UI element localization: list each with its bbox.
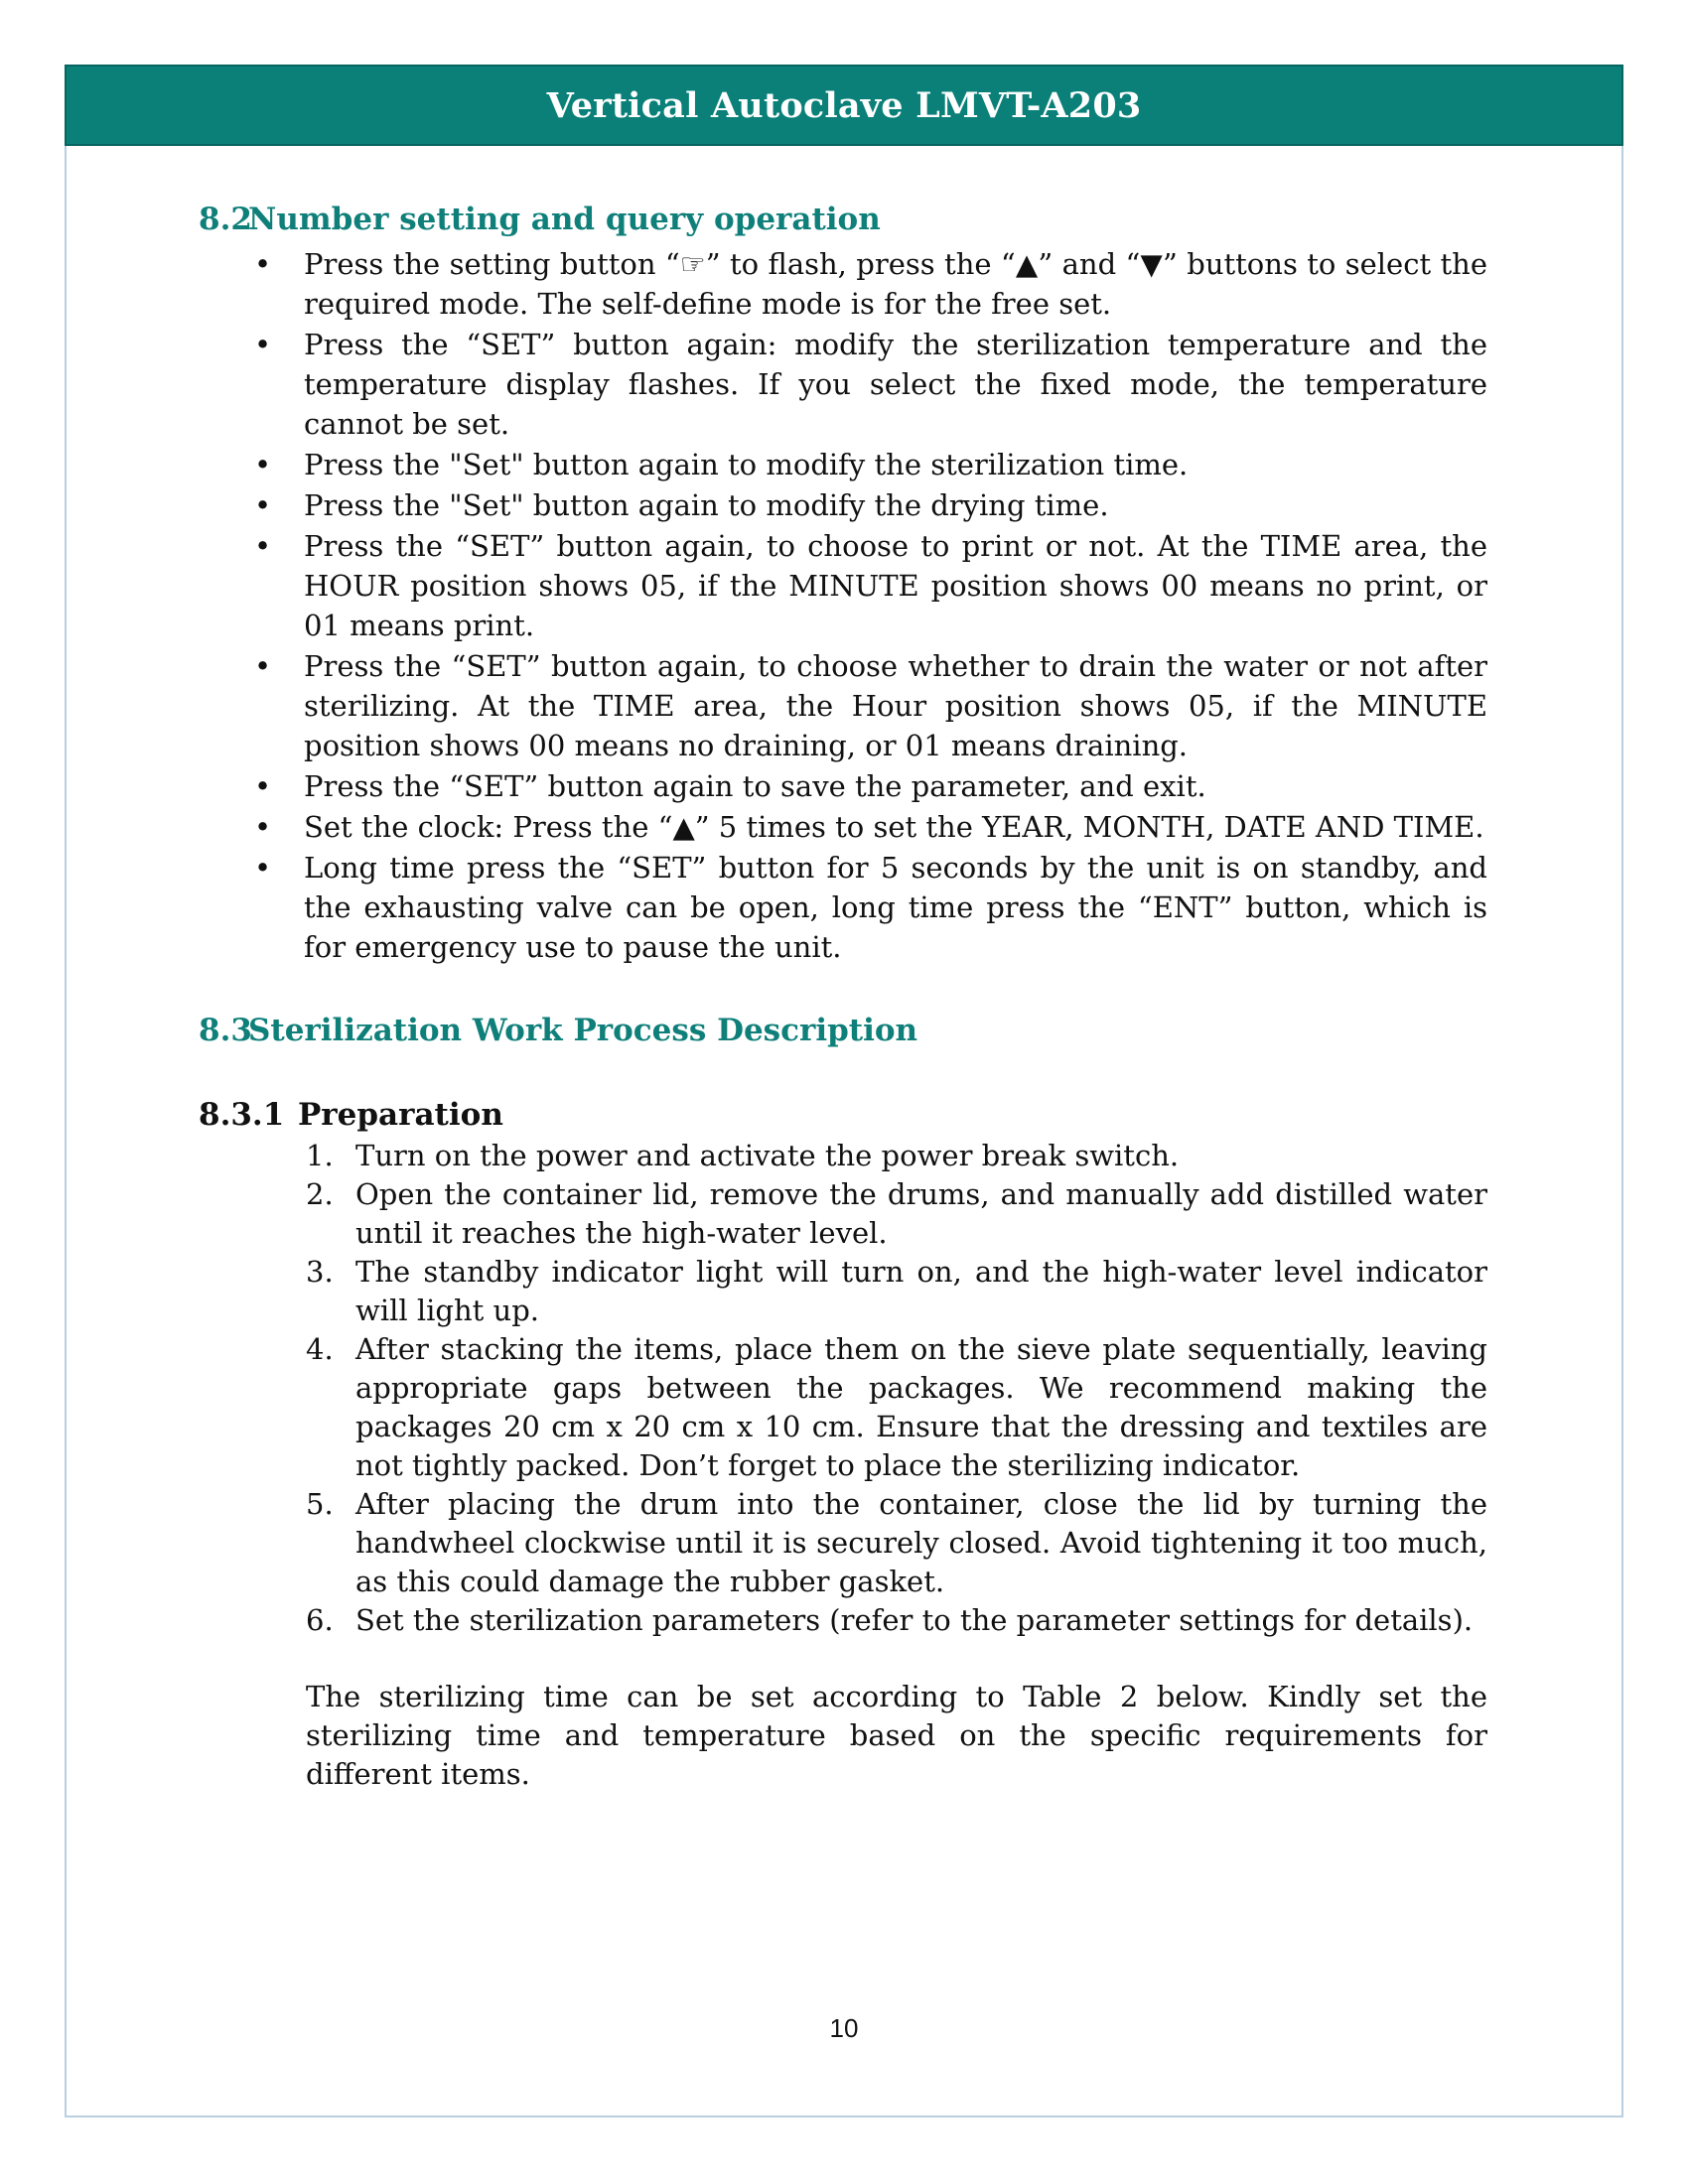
bullet-icon: • xyxy=(254,488,272,522)
list-item xyxy=(199,485,1487,525)
page-content xyxy=(199,195,1487,1794)
spacer xyxy=(199,1055,1487,1093)
list-item xyxy=(199,1330,1487,1485)
section-heading-8-2 xyxy=(199,195,1487,244)
bullet-icon: • xyxy=(254,247,272,281)
step-number: 6. xyxy=(306,1603,334,1637)
list-item xyxy=(199,325,1487,444)
list-item xyxy=(199,807,1487,847)
section-number: 8.3 xyxy=(199,1013,252,1048)
bullet-icon: • xyxy=(254,769,272,803)
list-item-text: Press the “SET” button again: modify the sterilization temperature and the temperature display flashes. If you select the fixed mode, the temperature cannot be set. xyxy=(304,328,1487,441)
section-heading-8-3 xyxy=(199,1006,1487,1055)
list-item-text: Press the “SET” button again to save the parameter, and exit. xyxy=(304,769,1206,803)
header-bar xyxy=(65,65,1623,146)
section-title: Sterilization Work Process Description xyxy=(248,1013,918,1048)
step-number: 5. xyxy=(306,1487,334,1521)
list-item-text: Press the "Set" button again to modify the sterilization time. xyxy=(304,448,1189,481)
list-item xyxy=(199,1485,1487,1601)
spacer xyxy=(199,968,1487,1006)
list-item xyxy=(199,646,1487,765)
list-item-text: The standby indicator light will turn on, and the high-water level indicator will light up. xyxy=(355,1255,1487,1327)
bullet-icon: • xyxy=(254,448,272,481)
page-number: 10 xyxy=(829,2013,859,2043)
list-item xyxy=(199,1601,1487,1640)
list-item xyxy=(199,1175,1487,1253)
list-item-text: Turn on the power and activate the power break switch. xyxy=(355,1139,1180,1172)
list-item-text: Open the container lid, remove the drums, and manually add distilled water until it reaches the high-water level. xyxy=(355,1177,1487,1250)
list-item-text: After placing the drum into the container, close the lid by turning the handwheel clockwise until it is securely closed. Avoid tightening it too much, as this could damage the rubber gasket. xyxy=(355,1487,1487,1598)
step-number: 2. xyxy=(306,1177,334,1211)
list-item-text: Press the “SET” button again, to choose to print or not. At the TIME area, the HOUR position shows 05, if the MINUTE position shows 00 means no print, or 01 means print. xyxy=(304,529,1487,642)
list-item xyxy=(199,1253,1487,1330)
step-number: 4. xyxy=(306,1332,334,1366)
bullet-icon: • xyxy=(254,328,272,361)
subsection-number: 8.3.1 xyxy=(199,1097,285,1133)
list-item-text: Set the clock: Press the “▲” 5 times to set the YEAR, MONTH, DATE AND TIME. xyxy=(304,810,1484,844)
section-number: 8.2 xyxy=(199,202,252,237)
list-item-text: After stacking the items, place them on the sieve plate sequentially, leaving appropriate gaps between the packages. We recommend making the packages 20 cm x 20 cm x 10 cm. Ensure that the dressing and textiles are not tightly packed. Don’t forget to place the sterilizing indicator. xyxy=(355,1332,1487,1482)
spacer xyxy=(199,1640,1487,1678)
bullet-icon: • xyxy=(254,851,272,885)
subsection-heading-8-3-1 xyxy=(199,1093,1487,1137)
list-item-text: Press the setting button “☞” to flash, press the “▲” and “▼” buttons to select the required mode. The self-define mode is for the free set. xyxy=(304,247,1487,321)
list-item xyxy=(199,1137,1487,1175)
list-item xyxy=(199,244,1487,324)
list-item xyxy=(199,848,1487,967)
list-item-text: Long time press the “SET” button for 5 seconds by the unit is on standby, and the exhausting valve can be open, long time press the “ENT” button, which is for emergency use to pause the unit. xyxy=(304,851,1487,964)
bullet-icon: • xyxy=(254,649,272,683)
list-item-text: Press the "Set" button again to modify the drying time. xyxy=(304,488,1109,522)
subsection-title: Preparation xyxy=(298,1097,503,1133)
list-item-text: Press the “SET” button again, to choose whether to drain the water or not after sterilizing. At the TIME area, the Hour position shows 05, if the MINUTE position shows 00 means no draining, or 01 means draining. xyxy=(304,649,1487,762)
sterilizing-time-note: The sterilizing time can be set according to Table 2 below. Kindly set the sterilizing time and temperature based on the specific requirements for different items. xyxy=(306,1680,1487,1791)
list-item-text: Set the sterilization parameters (refer to the parameter settings for details). xyxy=(355,1603,1474,1637)
section-title: Number setting and query operation xyxy=(248,202,881,237)
bullet-icon: • xyxy=(254,810,272,844)
settings-bullet-list xyxy=(199,244,1487,967)
step-number: 3. xyxy=(306,1255,334,1289)
step-number: 1. xyxy=(306,1139,334,1172)
list-item xyxy=(199,766,1487,806)
bullet-icon: • xyxy=(254,529,272,563)
preparation-steps-list xyxy=(199,1137,1487,1640)
list-item xyxy=(199,445,1487,484)
list-item xyxy=(199,526,1487,645)
document-title: Vertical Autoclave LMVT-A203 xyxy=(546,84,1142,126)
